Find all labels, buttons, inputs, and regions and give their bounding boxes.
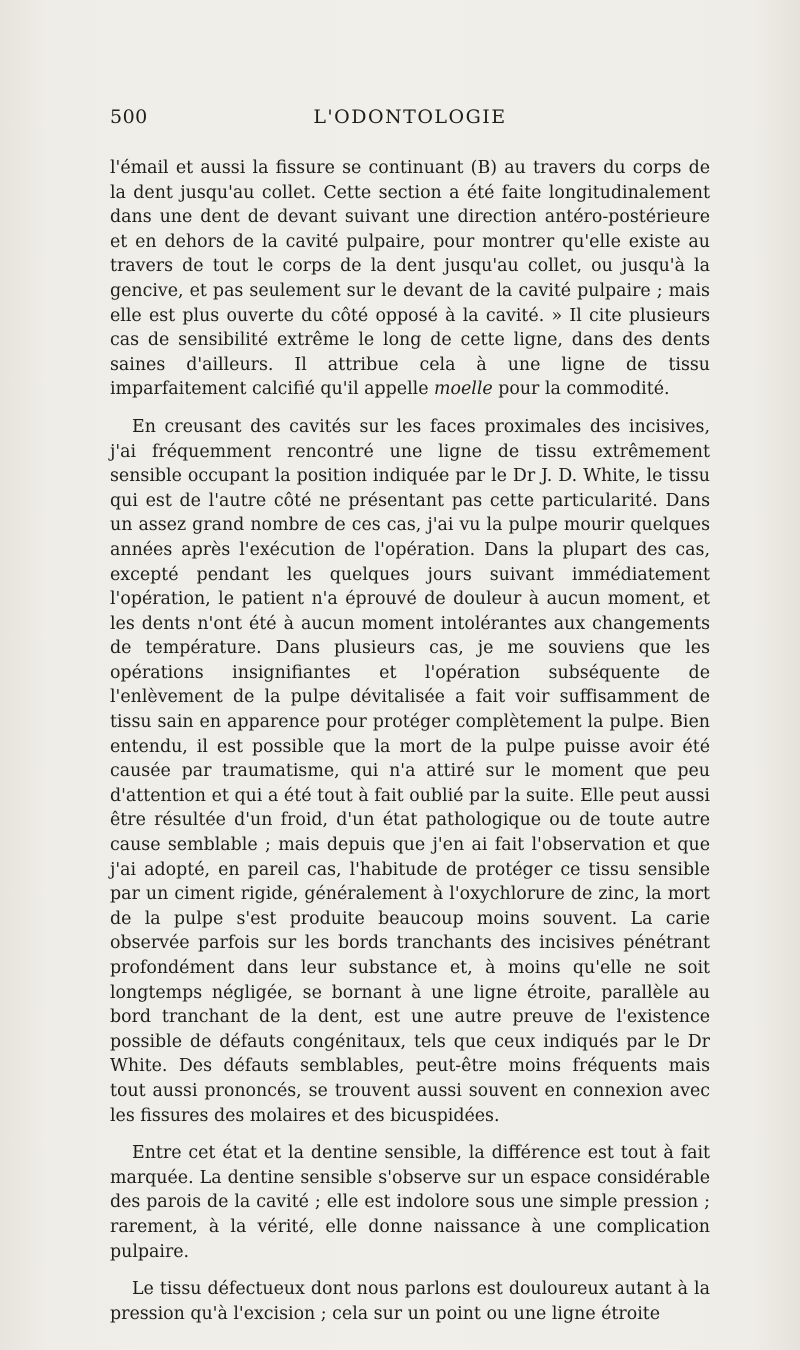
page-header <box>110 106 710 136</box>
page-number: 500 <box>110 106 148 128</box>
running-title: L'ODONTOLOGIE <box>313 106 507 128</box>
italic-term: moelle <box>434 379 493 400</box>
paragraph-observations: En creusant des cavités sur les faces proximales des incisives, j'ai fréquemment rencontré une ligne de tissu extrêmement sensible occupant la position indiquée par le Dr J. D. White, le tissu qui est de l'autre côté ne présentant pas cette particularité. Dans un assez grand nombre de ces cas, j'ai vu la pulpe mourir quelques années après l'exécution de l'opération. Dans la plupart des cas, excepté pendant les quelques jours suivant immédiatement l'opération, le patient n'a éprouvé de douleur à aucun moment, et les dents n'ont été à aucun moment intolérantes aux changements de température. Dans plusieurs cas, je me souviens que les opérations insignifiantes et l'opération subséquente de l'enlèvement de la pulpe dévitalisée a fait voir suffisamment de tissu sain en apparence pour protéger complètement la pulpe. Bien entendu, il est possible que la mort de la pulpe puisse avoir été causée par traumatisme, qui n'a attiré sur le moment que peu d'attention et qui a été tout à fait oublié par la suite. Elle peut aussi être résultée d'un froid, d'un état pathologique ou de toute autre cause semblable ; mais depuis que j'en ai fait l'observation et que j'ai adopté, en pareil cas, l'habitude de protéger ce tissu sensible par un ciment rigide, généralement à l'oxychlorure de zinc, la mort de la pulpe s'est produite beaucoup moins souvent. La carie observée parfois sur les bords tranchants des incisives pénétrant profondément dans leur substance et, à moins qu'elle ne soit longtemps négligée, se bornant à une ligne étroite, parallèle au bord tranchant de la dent, est une autre preuve de l'existence possible de défauts congénitaux, tels que ceux indiqués par le Dr White. Des défauts semblables, peut-être moins fréquents mais tout aussi prononcés, se trouvent aussi souvent en connexion avec les fissures des molaires et des bicuspidées. <box>110 416 710 1126</box>
paragraph-text-before-italic: l'émail et aussi la fissure se continuant (B) au travers du corps de la dent jusqu'au collet. Cette section a été faite longitudinalement dans une dent de devant suivant une direction antéro-postérieure et en dehors de la cavité pulpaire, pour montrer qu'elle existe au travers de tout le corps de la dent jusqu'au collet, ou jusqu'à la gencive, et pas seulement sur le devant de la cavité pulpaire ; mais elle est plus ouverte du côté opposé à la cavité. » Il cite plusieurs cas de sensibilité extrême le long de cette ligne, dans des dents saines d'ailleurs. Il attribue cela à une ligne de tissu imparfaitement calcifié qu'il appelle <box>110 158 710 400</box>
page-body <box>110 156 710 1326</box>
paragraph-text-after-italic: pour la commodité. <box>492 379 670 400</box>
paragraph-continuation <box>110 156 710 402</box>
paragraph-defective-tissue: Le tissu défectueux dont nous parlons est douloureux autant à la pression qu'à l'excision ; cela sur un point ou une ligne étroite <box>110 1279 710 1324</box>
paragraph-comparison: Entre cet état et la dentine sensible, la différence est tout à fait marquée. La dentine sensible s'observe sur un espace considérable des parois de la cavité ; elle est indolore sous une simple pression ; rarement, à la vérité, elle donne naissance à une complication pulpaire. <box>110 1143 710 1262</box>
